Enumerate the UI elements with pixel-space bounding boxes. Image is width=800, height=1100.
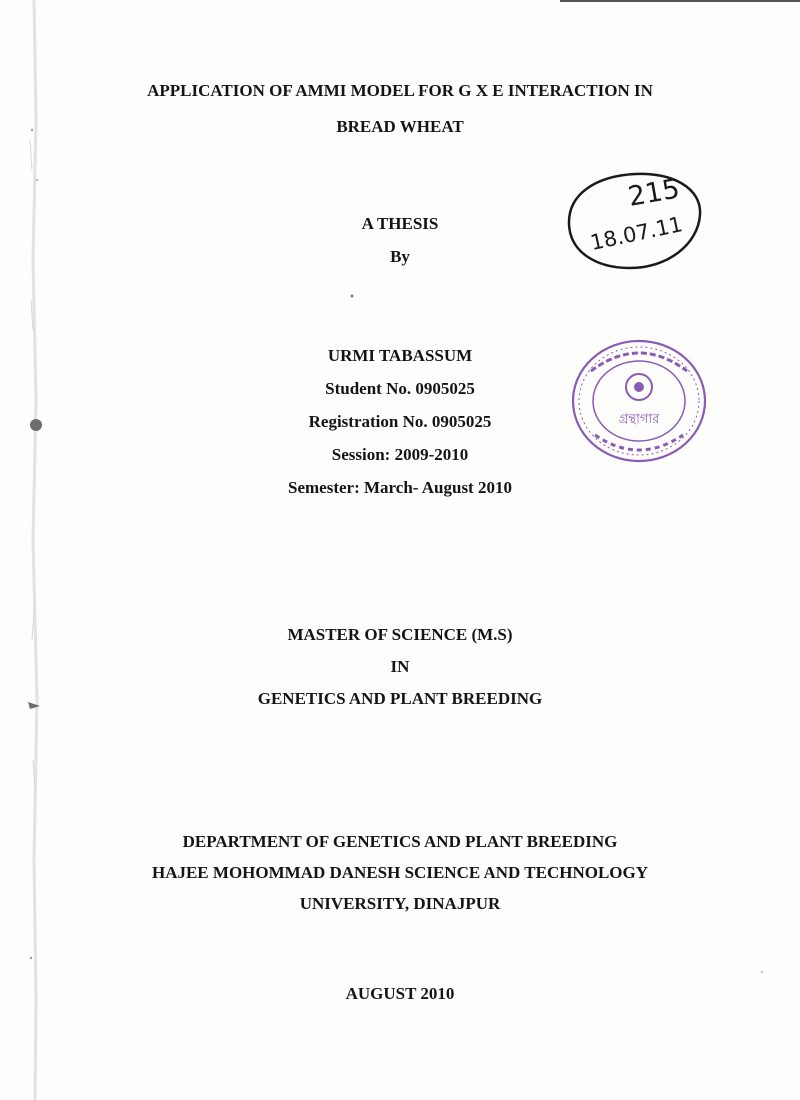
author-name: URMI TABASSUM — [327, 346, 473, 365]
thesis-label: A THESIS — [361, 214, 439, 233]
handwritten-date: 18.07.11 — [588, 212, 685, 256]
submission-date: AUGUST 2010 — [345, 984, 455, 1003]
by-label: By — [390, 247, 410, 266]
degree-in: IN — [390, 657, 410, 676]
semester: Semester: March- August 2010 — [288, 478, 512, 497]
student-number: Student No. 0905025 — [325, 379, 475, 398]
discipline: GENETICS AND PLANT BREEDING — [257, 689, 543, 708]
session: Session: 2009-2010 — [331, 445, 469, 464]
handwritten-number: 215 — [625, 173, 682, 213]
thesis-title-line-1: APPLICATION OF AMMI MODEL FOR G X E INTERACTION IN — [147, 81, 653, 100]
degree: MASTER OF SCIENCE (M.S) — [287, 625, 513, 644]
thesis-title-line-2: BREAD WHEAT — [336, 117, 464, 136]
registration-number: Registration No. 0905025 — [308, 412, 492, 431]
department: DEPARTMENT OF GENETICS AND PLANT BREEDING — [182, 832, 618, 851]
seal-label: গ্রন্থাগার — [618, 412, 660, 427]
university-line-1: HAJEE MOHOMMAD DANESH SCIENCE AND TECHNOLOGY — [151, 863, 649, 882]
university-line-2: UNIVERSITY, DINAJPUR — [299, 894, 501, 913]
